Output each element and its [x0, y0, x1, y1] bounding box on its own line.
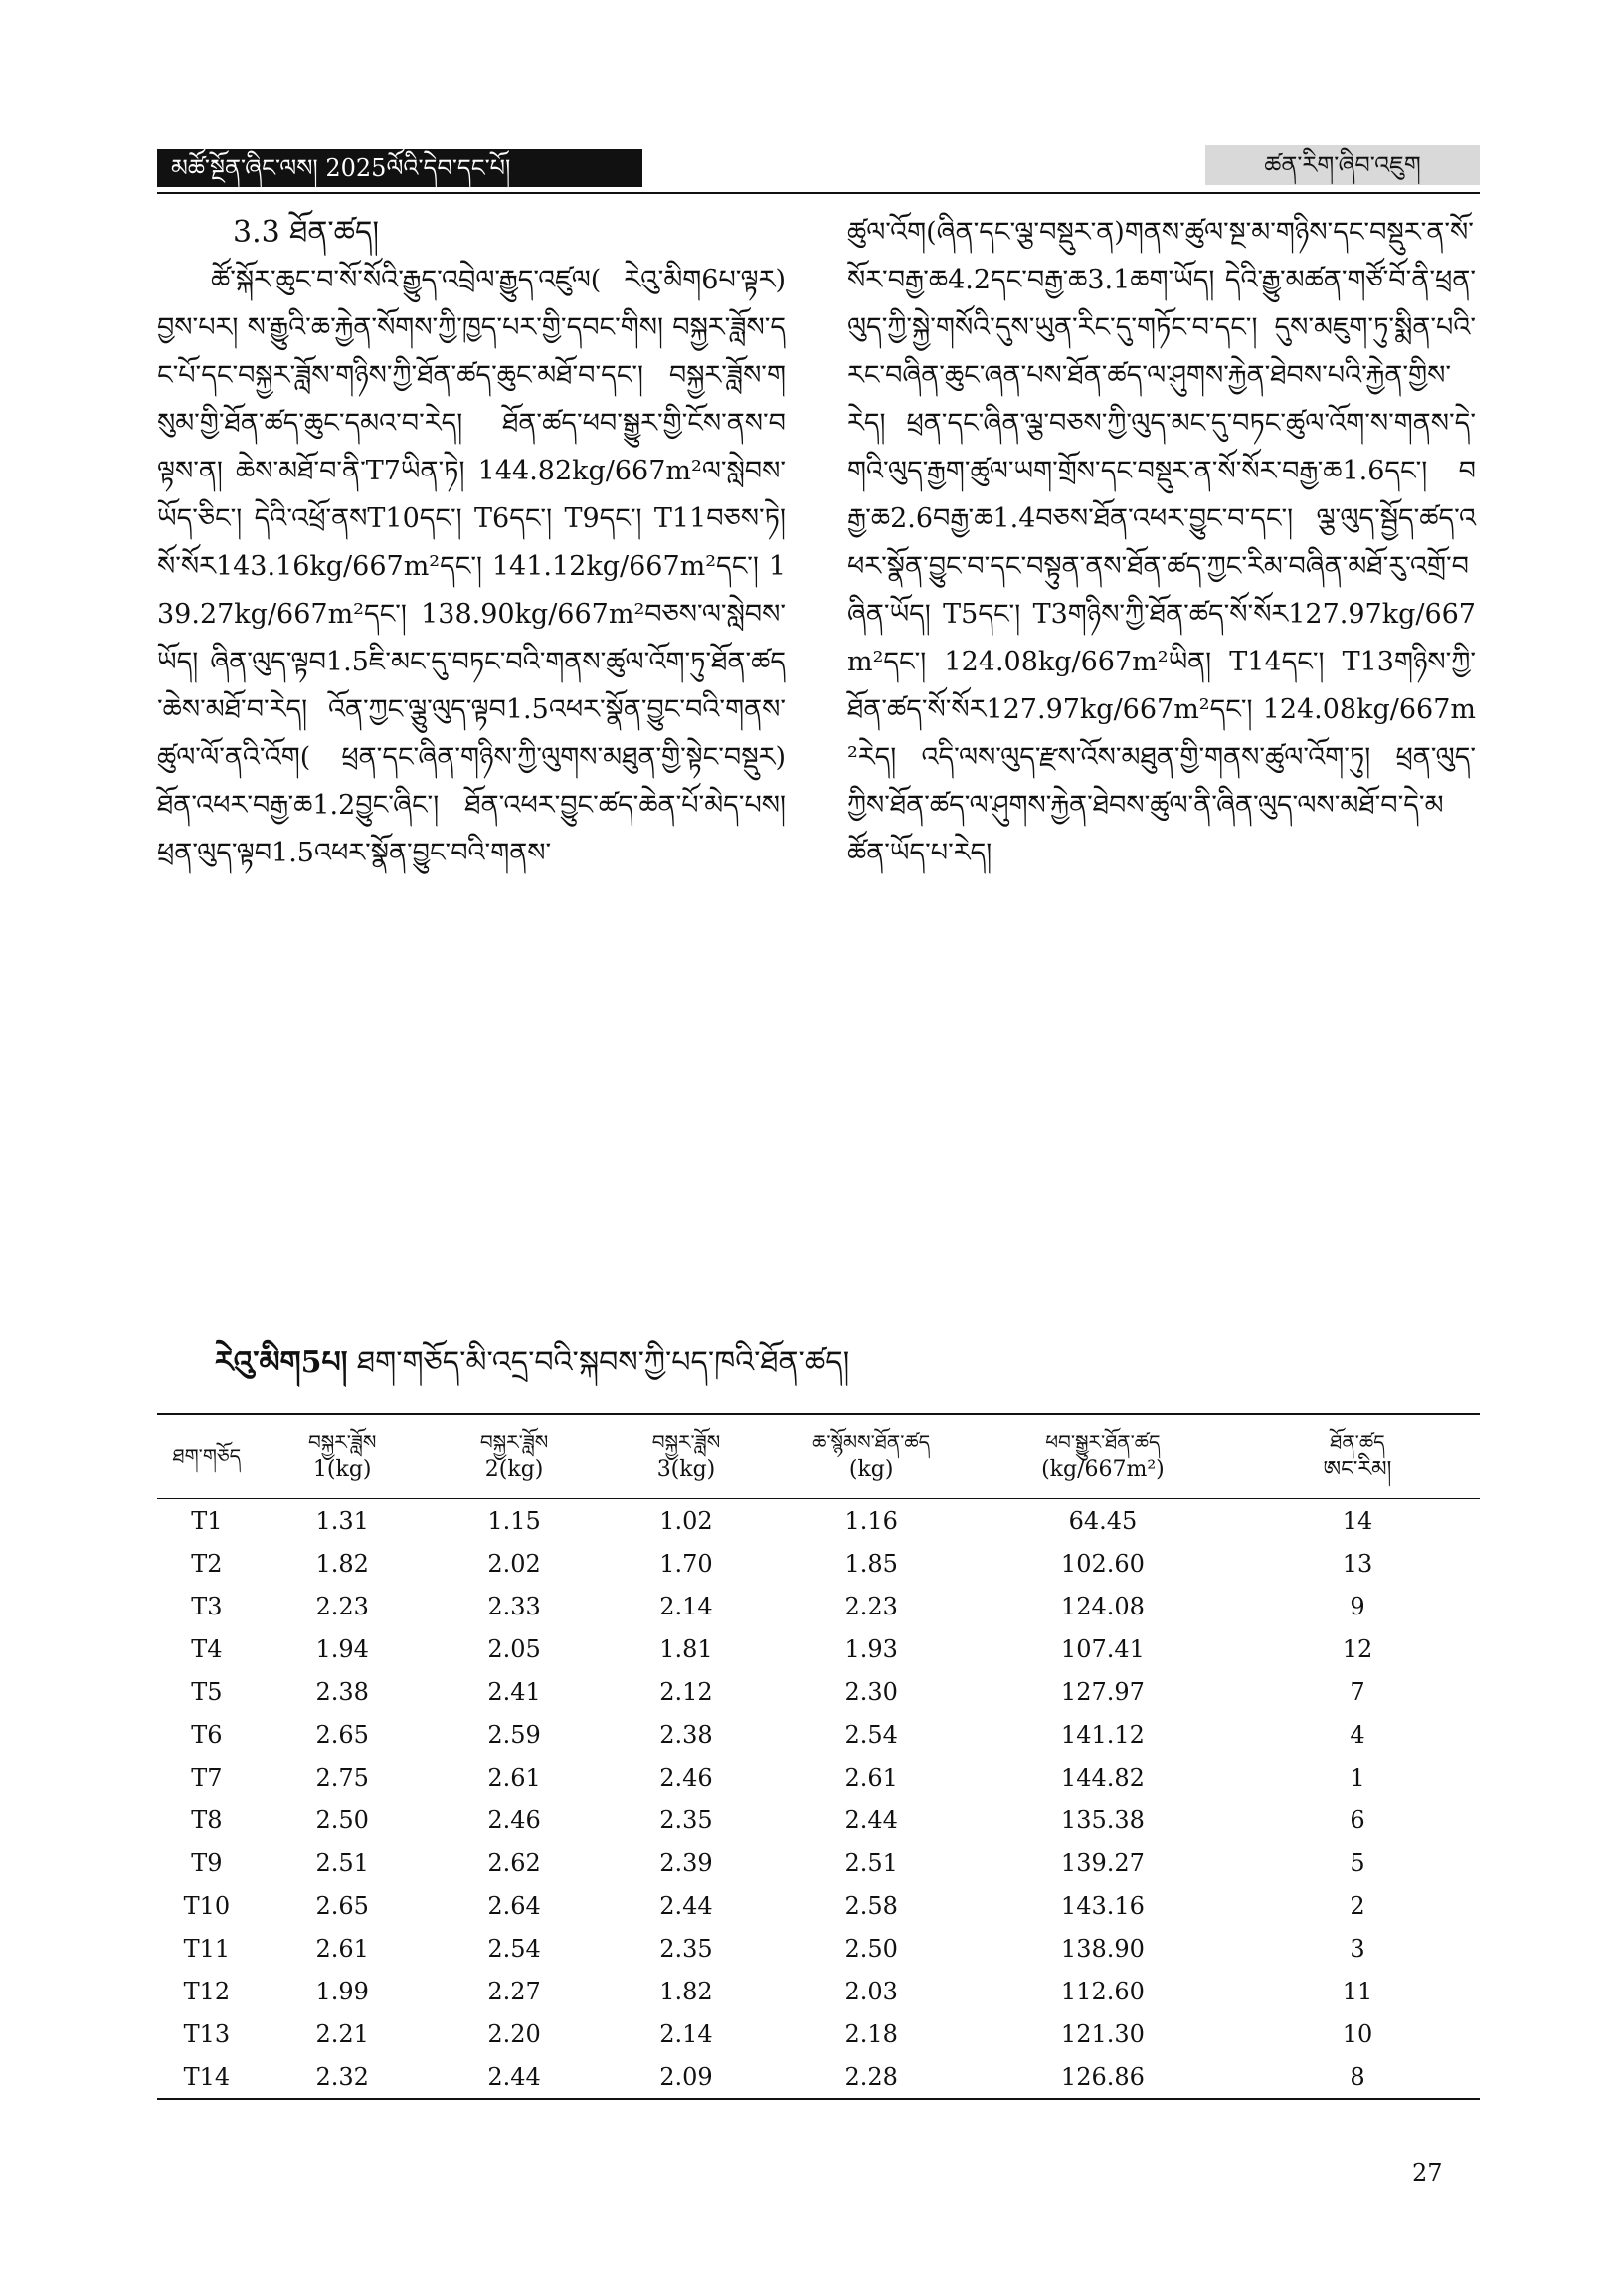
table-caption — [215, 1343, 1309, 1383]
table-cell: 2.14 — [659, 2019, 713, 2048]
table-cell: 2.38 — [659, 1720, 713, 1749]
table-row — [157, 1713, 1480, 1756]
right-column — [847, 209, 1476, 877]
table-cell: 12 — [1342, 1634, 1373, 1663]
page-number: 27 — [1412, 2159, 1443, 2186]
table-cell: 2.35 — [659, 1934, 713, 1963]
table-row — [157, 1542, 1480, 1585]
table-cell: 3 — [1350, 1934, 1365, 1963]
section-header: ཚན་རིག་ཞིབ་འཇུག — [1205, 145, 1480, 185]
table-cell: 2.44 — [429, 2055, 601, 2099]
table-cell: 2.20 — [487, 2019, 541, 2048]
table-cell: 2.14 — [659, 1592, 713, 1620]
table-cell: 2.62 — [487, 1848, 541, 1877]
table-row — [157, 1799, 1480, 1841]
table-cell: 121.30 — [1060, 2019, 1145, 2048]
table-cell: 138.90 — [1060, 1934, 1145, 1963]
table-cell: 1.85 — [844, 1549, 898, 1578]
table-cell: 2.54 — [487, 1934, 541, 1963]
table-cell: 1.82 — [659, 1977, 713, 2005]
table-cell: T11 — [183, 1934, 231, 1963]
table-cell: 2.46 — [487, 1805, 541, 1834]
table-cell: 2.50 — [315, 1805, 369, 1834]
table-cell: 1 — [1350, 1763, 1365, 1792]
table-cell: 143.16 — [1060, 1891, 1145, 1920]
table-cell: 6 — [1350, 1805, 1365, 1834]
table-cell: T4 — [191, 1634, 223, 1663]
table-cell: 7 — [1350, 1677, 1365, 1706]
table-row — [157, 1585, 1480, 1627]
table-cell: 2.61 — [844, 1763, 898, 1792]
table-cell: 2.61 — [315, 1934, 369, 1963]
table-cell: 2.21 — [315, 2019, 369, 2048]
table-cell: T12 — [183, 1977, 231, 2005]
table-cell: 2.23 — [844, 1592, 898, 1620]
header-rep3: བསྐྱར་ཟློས 3(kg) — [601, 1414, 773, 1499]
table-cell: T9 — [191, 1848, 223, 1877]
table-cell: T7 — [191, 1763, 223, 1792]
table-cell: 2.51 — [315, 1848, 369, 1877]
table-cell: 124.08 — [1060, 1592, 1145, 1620]
table-caption-text: ཐག་གཅོད་མི་འདྲ་བའི་སྐབས་ཀྱི་པད་ཁའི་ཐོན་ཚད། — [356, 1345, 850, 1380]
left-column — [157, 209, 786, 877]
table-cell: 2.44 — [659, 1891, 713, 1920]
table-cell: 2.12 — [659, 1677, 713, 1706]
left-paragraph: ཚོ་སྐོར་ཆུང་བ་སོ་སོའི་རྒྱུད་འབྲེལ་རྒྱུད་འཛུལ( རེའུ་མིག6པ་ལྟར)བྱས་པར། ས་རྒྱུའི་ཆ་རྐྱེན་སོགས་ཀྱི་ཁྱད་པར་གྱི་དབང་གིས། བསྐྱར་ཟློས་དང་པོ་དང་བསྐྱར་ཟློས་གཉིས་ཀྱི་ཐོན་ཚད་ཆུང་མཐོ་བ་དང་། བསྐྱར་ཟློས་གསུམ་གྱི་ཐོན་ཚད་ཆུང་དམའ་བ་རེད། ཐོན་ཚད་ཕབ་སྒྱུར་གྱི་ངོས་ནས་བལྟས་ན། ཆེས་མཐོ་བ་ནི་T7ཡིན་ཏེ། 144.82kg/667m²ལ་སླེབས་ཡོད་ཅིང་། དེའི་འཕྲོ་ནསT10དང་། T6དང་། T9དང་། T11བཅས་ཏེ། སོ་སོར143.16kg/667m²དང་། 141.12kg/667m²དང་། 139.27kg/667m²དང་། 138.90kg/667m²བཅས་ལ་སླེབས་ཡོད། ཞིན་ལུད་ལྟབ1.5ཇི་མང་དུ་བཏང་བའི་གནས་ཚུལ་འོག་ཏུ་ཐོན་ཚད་ཆེས་མཐོ་བ་རེད། འོན་ཀྱང་ལྕུ་ལུད་ལྟབ1.5འཕར་སྣོན་བྱུང་བའི་གནས་ཚུལ་ལོ་ནའི་འོག( ཕྲན་དང་ཞིན་གཉིས་ཀྱི་ལུགས་མཐུན་གྱི་སྟེང་བསྡུར)ཐོན་འཕར་བརྒྱ་ཆ1.2བྱུང་ཞིང་། ཐོན་འཕར་བྱུང་ཚད་ཆེན་པོ་མེད་པས། ཕྲན་ལུད་ལྟབ1.5འཕར་སྣོན་བྱུང་བའི་གནས་ — [157, 265, 786, 868]
table-cell: 1.02 — [659, 1506, 713, 1535]
journal-header: མཚོ་སྔོན་ཞིང་ལས། 2025ལོའི་དེབ་དང་པོ། — [157, 149, 642, 187]
table-cell: 11 — [1342, 1977, 1373, 2005]
table-header-row — [157, 1414, 1480, 1499]
table-cell: 139.27 — [1060, 1848, 1145, 1877]
header-rep2: བསྐྱར་ཟློས 2(kg) — [429, 1414, 601, 1499]
table-cell: 2.27 — [487, 1977, 541, 2005]
table-cell: 5 — [1350, 1848, 1365, 1877]
table-cell: 2.58 — [844, 1891, 898, 1920]
table-cell: 14 — [1342, 1506, 1373, 1535]
table-cell: 2.59 — [487, 1720, 541, 1749]
table-cell: 107.41 — [1060, 1634, 1145, 1663]
table-cell: 1.16 — [844, 1506, 898, 1535]
table-cell: 1.15 — [487, 1506, 541, 1535]
table-row — [157, 1499, 1480, 1543]
header-average: ཆ་སྙོམས་ཐོན་ཚད (kg) — [772, 1414, 971, 1499]
table-cell: 2.38 — [315, 1677, 369, 1706]
table-row — [157, 1884, 1480, 1927]
table-cell: 2.33 — [487, 1592, 541, 1620]
table-cell: 2 — [1350, 1891, 1365, 1920]
right-paragraph: ཚུལ་འོག(ཞིན་དང་ལྕ་བསྡུར་ན)གནས་ཚུལ་སྔ་མ་གཉིས་དང་བསྡུར་ན་སོ་སོར་བརྒྱ་ཆ4.2དང་བརྒྱ་ཆ3.1ཆག་ཡོད། དེའི་རྒྱུ་མཚན་གཙོ་བོ་ནི་ཕྲན་ལུད་ཀྱི་སྐྱེ་གསོའི་དུས་ཡུན་རིང་དུ་གཏོང་བ་དང་། དུས་མཇུག་ཏུ་སྨིན་པའི་རང་བཞིན་ཆུང་ཞན་པས་ཐོན་ཚད་ལ་ཤུགས་རྐྱེན་ཐེབས་པའི་རྐྱེན་གྱིས་རེད། ཕྲན་དང་ཞིན་ལྕ་བཅས་ཀྱི་ལུད་མང་དུ་བཏང་ཚུལ་འོག་ས་གནས་དེ་གའི་ལུད་རྒྱག་ཚུལ་ཡག་གྲོས་དང་བསྡུར་ན་སོ་སོར་བརྒྱ་ཆ1.6དང་། བརྒྱ་ཆ2.6བརྒྱ་ཆ1.4བཅས་ཐོན་འཕར་བྱུང་བ་དང་། ལྕ་ལུད་སྦྱོད་ཚད་འཕར་སྣོན་བྱུང་བ་དང་བསྟུན་ནས་ཐོན་ཚད་ཀྱང་རིམ་བཞིན་མཐོ་རུ་འགྲོ་བཞིན་ཡོད། T5དང་། T3གཉིས་ཀྱི་ཐོན་ཚད་སོ་སོར127.97kg/667m²དང་། 124.08kg/667m²ཡིན། T14དང་། T13གཉིས་ཀྱི་ཐོན་ཚད་སོ་སོར127.97kg/667m²དང་། 124.08kg/667m²རེད། འདི་ལས་ལུད་རྫས་འོས་མཐུན་གྱི་གནས་ཚུལ་འོག་ཏུ། ཕྲན་ལུད་ཀྱིས་ཐོན་ཚད་ལ་ཤུགས་རྐྱེན་ཐེབས་ཚུལ་ནི་ཞིན་ལུད་ལས་མཐོ་བ་དེ་མཚོན་ཡོད་པ་རེད། — [847, 217, 1476, 868]
table-cell: T1 — [191, 1506, 223, 1535]
table-cell: 2.46 — [659, 1763, 713, 1792]
table-cell: 2.02 — [487, 1549, 541, 1578]
table-cell: 2.30 — [844, 1677, 898, 1706]
table-cell: 8 — [1235, 2055, 1480, 2099]
table-cell: T8 — [191, 1805, 223, 1834]
table-cell: T5 — [191, 1677, 223, 1706]
table-cell: T13 — [183, 2019, 231, 2048]
table-cell: 4 — [1350, 1720, 1365, 1749]
table-cell: 112.60 — [1060, 1977, 1145, 2005]
table-cell: 2.23 — [315, 1592, 369, 1620]
table-cell: 2.35 — [659, 1805, 713, 1834]
table-cell: 13 — [1342, 1549, 1373, 1578]
table-cell: 2.41 — [487, 1677, 541, 1706]
header-rule — [157, 192, 1480, 194]
table-cell: 144.82 — [1060, 1763, 1145, 1792]
table-cell: 1.81 — [659, 1634, 713, 1663]
table-cell: T6 — [191, 1720, 223, 1749]
table-cell: 1.82 — [315, 1549, 369, 1578]
table-cell: 2.61 — [487, 1763, 541, 1792]
header-rep1: བསྐྱར་ཟློས 1(kg) — [257, 1414, 429, 1499]
table-cell: 127.97 — [1060, 1677, 1145, 1706]
table-row — [157, 2012, 1480, 2055]
table-cell: 1.70 — [659, 1549, 713, 1578]
table-cell: 2.09 — [601, 2055, 773, 2099]
table-cell: 141.12 — [1060, 1720, 1145, 1749]
table-cell: 2.18 — [844, 2019, 898, 2048]
header-rank: ཐོན་ཚད ཨང་རིམ། — [1235, 1414, 1480, 1499]
table-cell: 2.28 — [772, 2055, 971, 2099]
table-cell: T2 — [191, 1549, 223, 1578]
table-cell: 2.65 — [315, 1891, 369, 1920]
table-row — [157, 1970, 1480, 2012]
table-cell: 2.75 — [315, 1763, 369, 1792]
table-cell: 10 — [1342, 2019, 1373, 2048]
table-cell: 2.50 — [844, 1934, 898, 1963]
table-row — [157, 1841, 1480, 1884]
table-cell: 2.39 — [659, 1848, 713, 1877]
table-cell: 2.64 — [487, 1891, 541, 1920]
table-cell: 2.05 — [487, 1634, 541, 1663]
table-cell: 2.51 — [844, 1848, 898, 1877]
table-cell: 2.65 — [315, 1720, 369, 1749]
table-cell: 126.86 — [971, 2055, 1235, 2099]
table-caption-label: རེའུ་མིག5པ། — [215, 1345, 348, 1380]
section-title: 3.3 ཐོན་ཚད། — [233, 215, 380, 250]
table-cell: 2.32 — [257, 2055, 429, 2099]
yield-table — [157, 1413, 1480, 2100]
table-cell: 1.94 — [315, 1634, 369, 1663]
table-cell: 135.38 — [1060, 1805, 1145, 1834]
table-cell: T3 — [191, 1592, 223, 1620]
header-converted: ཕབ་སྒྱུར་ཐོན་ཚད (kg/667m²) — [971, 1414, 1235, 1499]
table-row — [157, 1627, 1480, 1670]
table-cell: 2.44 — [844, 1805, 898, 1834]
table-cell: 9 — [1350, 1592, 1365, 1620]
table-cell: 2.03 — [844, 1977, 898, 2005]
table-cell: T14 — [157, 2055, 257, 2099]
table-cell: 1.31 — [315, 1506, 369, 1535]
table-row — [157, 1670, 1480, 1713]
table-cell: 64.45 — [1068, 1506, 1138, 1535]
table-row — [157, 1756, 1480, 1799]
table-cell: 1.99 — [315, 1977, 369, 2005]
table-row — [157, 1927, 1480, 1970]
table-row — [157, 2055, 1480, 2099]
table-cell: 2.54 — [844, 1720, 898, 1749]
table-cell: 1.93 — [844, 1634, 898, 1663]
header-treatment: ཐག་གཅོད — [157, 1414, 257, 1499]
table-cell: T10 — [183, 1891, 231, 1920]
table-cell: 102.60 — [1060, 1549, 1145, 1578]
